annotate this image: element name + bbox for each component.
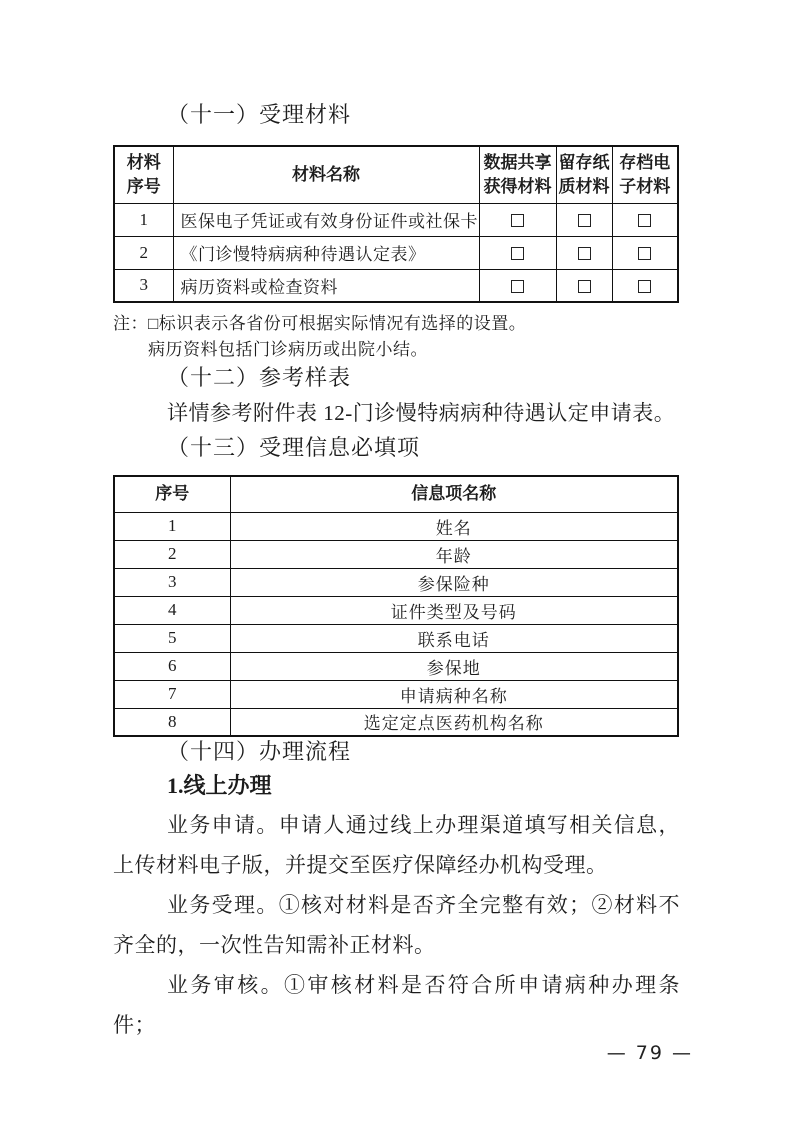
note-line: 病历资料包括门诊病历或出院小结。: [148, 340, 428, 359]
info-no: 3: [114, 568, 230, 596]
col-header-no: 序号: [114, 476, 230, 512]
checkbox-icon: [578, 247, 591, 260]
info-no: 6: [114, 652, 230, 680]
checkbox-cell: [612, 203, 678, 236]
col-header-material-name: 材料名称: [173, 146, 479, 203]
material-name: 《门诊慢特病病种待遇认定表》: [173, 236, 479, 269]
col-header-info-name: 信息项名称: [230, 476, 678, 512]
checkbox-icon: [638, 247, 651, 260]
checkbox-icon: [638, 280, 651, 293]
paragraph-business-apply: 业务申请。申请人通过线上办理渠道填写相关信息，上传材料电子版，并提交至医疗保障经办机构受理。: [113, 813, 680, 877]
checkbox-icon: [511, 280, 524, 293]
material-no: 1: [114, 203, 173, 236]
table-row: [114, 652, 678, 680]
checkbox-cell: [479, 269, 556, 302]
info-no: 8: [114, 708, 230, 736]
info-no: 1: [114, 512, 230, 540]
col-header-material-no: 材料 序号: [114, 146, 173, 203]
page-number: — 79 —: [606, 1042, 693, 1064]
info-name: 联系电话: [230, 624, 678, 652]
material-no: 2: [114, 236, 173, 269]
col-header-paper-copy: 留存纸 质材料: [556, 146, 612, 203]
table-row: [114, 236, 678, 269]
table-row: [114, 568, 678, 596]
checkbox-cell: [612, 269, 678, 302]
paragraph-business-accept: 业务受理。①核对材料是否齐全完整有效；②材料不齐全的，一次性告知需补正材料。: [113, 893, 680, 957]
checkbox-cell: [556, 236, 612, 269]
checkbox-cell: [612, 236, 678, 269]
info-no: 7: [114, 680, 230, 708]
checkbox-cell: [556, 269, 612, 302]
info-no: 2: [114, 540, 230, 568]
checkbox-cell: [479, 236, 556, 269]
info-name: 申请病种名称: [230, 680, 678, 708]
section-13-heading: （十三）受理信息必填项: [167, 435, 421, 460]
table-row: [114, 680, 678, 708]
subsection-online-heading: 1.线上办理: [167, 773, 272, 798]
col-header-data-share: 数据共享 获得材料: [479, 146, 556, 203]
note-line: 注：□标识表示各省份可根据实际情况有选择的设置。: [113, 314, 527, 333]
material-no: 3: [114, 269, 173, 302]
required-info-table: [113, 475, 679, 737]
checkbox-icon: [578, 280, 591, 293]
info-no: 4: [114, 596, 230, 624]
info-name: 年龄: [230, 540, 678, 568]
table-row: [114, 596, 678, 624]
materials-table-header-row: [114, 146, 678, 203]
info-table-header-row: [114, 476, 678, 512]
checkbox-icon: [578, 214, 591, 227]
material-name: 医保电子凭证或有效身份证件或社保卡: [173, 203, 479, 236]
info-name: 参保险种: [230, 568, 678, 596]
section-12-body: 详情参考附件表 12-门诊慢特病病种待遇认定申请表。: [167, 401, 676, 425]
checkbox-icon: [638, 214, 651, 227]
info-no: 5: [114, 624, 230, 652]
checkbox-icon: [511, 247, 524, 260]
section-12-heading: （十二）参考样表: [167, 365, 352, 390]
table-row: [114, 203, 678, 236]
info-name: 姓名: [230, 512, 678, 540]
section-14-heading: （十四）办理流程: [167, 739, 352, 764]
table-row: [114, 624, 678, 652]
checkbox-cell: [479, 203, 556, 236]
table-notes: [113, 311, 680, 363]
info-name: 选定定点医药机构名称: [230, 708, 678, 736]
materials-table: [113, 145, 679, 303]
material-name: 病历资料或检查资料: [173, 269, 479, 302]
paragraph-business-review: 业务审核。①审核材料是否符合所申请病种办理条件；: [113, 973, 680, 1037]
section-11-heading: （十一）受理材料: [167, 102, 352, 127]
info-name: 参保地: [230, 652, 678, 680]
info-name: 证件类型及号码: [230, 596, 678, 624]
col-header-e-archive: 存档电 子材料: [612, 146, 678, 203]
table-row: [114, 708, 678, 736]
checkbox-icon: [511, 214, 524, 227]
table-row: [114, 269, 678, 302]
table-row: [114, 512, 678, 540]
table-row: [114, 540, 678, 568]
checkbox-cell: [556, 203, 612, 236]
